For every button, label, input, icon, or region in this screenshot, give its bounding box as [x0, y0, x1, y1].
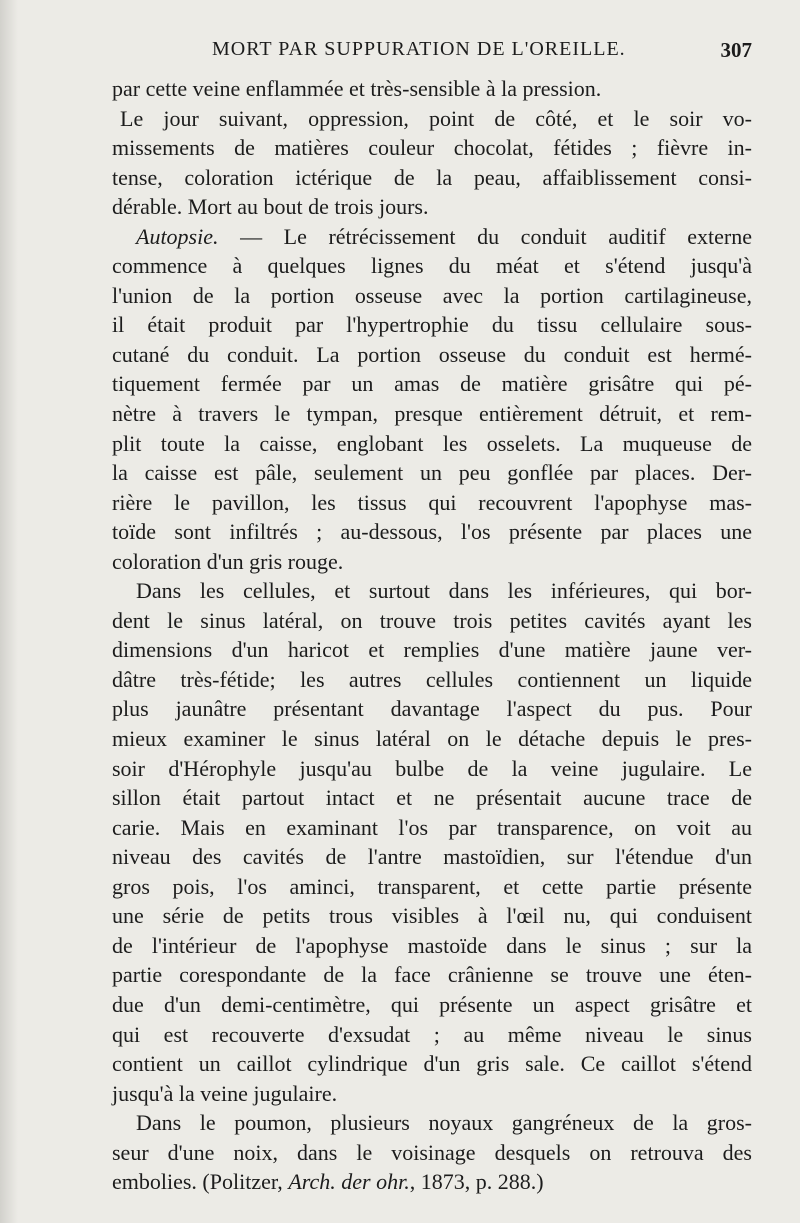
- text-line: carie. Mais en examinant l'os par transparence, on voit au: [112, 814, 752, 840]
- text-line: niveau des cavités de l'antre mastoïdien, sur l'étendue d'un: [112, 844, 752, 870]
- text-line: par cette veine enflammée et très-sensible à la pression.: [112, 76, 602, 101]
- body-text: [112, 74, 752, 1197]
- text-line: seur d'une noix, dans le voisinage desquels on retrouva des: [112, 1139, 752, 1165]
- text-line: Dans le poumon, plusieurs noyaux gangréneux de la gros-: [136, 1110, 752, 1136]
- running-head: [112, 38, 752, 68]
- text-line: contient un caillot cylindrique d'un gris sale. Ce caillot s'étend: [112, 1051, 752, 1077]
- text-line: dâtre très-fétide; les autres cellules contiennent un liquide: [112, 666, 752, 692]
- text-line: tense, coloration ictérique de la peau, affaiblissement consi-: [112, 164, 752, 190]
- text-line: missements de matières couleur chocolat, fétides ; fièvre in-: [112, 135, 752, 161]
- text-line: dérable. Mort au bout de trois jours.: [112, 194, 429, 220]
- text-line: il était produit par l'hypertrophie du tissu cellulaire sous-: [112, 312, 752, 338]
- text-line: cutané du conduit. La portion osseuse du conduit est hermé-: [112, 341, 752, 367]
- text-line: sillon était partout intact et ne présentait aucune trace de: [112, 785, 752, 811]
- page-number: 307: [720, 38, 752, 62]
- text-line: Le jour suivant, oppression, point de côté, et le soir vo-: [120, 105, 752, 131]
- text-line: la caisse est pâle, seulement un peu gonflée par places. Der-: [112, 460, 752, 486]
- text-line: gros pois, l'os aminci, transparent, et cette partie présente: [112, 873, 752, 899]
- text-line: Autopsie. — Le rétrécissement du conduit auditif externe: [136, 223, 752, 249]
- text-line: due d'un demi-centimètre, qui présente un aspect grisâtre et: [112, 991, 752, 1017]
- text-line: tiquement fermée par un amas de matière grisâtre qui pé-: [112, 371, 752, 397]
- text-line: jusqu'à la veine jugulaire.: [112, 1080, 338, 1106]
- text-line: une série de petits trous visibles à l'œil nu, qui conduisent: [112, 903, 752, 929]
- text-line: plit toute la caisse, englobant les osselets. La muqueuse de: [112, 430, 752, 456]
- text-line: mieux examiner le sinus latéral on le détache depuis le pres-: [112, 726, 752, 752]
- text-line: coloration d'un gris rouge.: [112, 548, 344, 574]
- text-line: nètre à travers le tympan, presque entièrement détruit, et rem-: [112, 401, 752, 427]
- text-line: qui est recouverte d'exsudat ; au même niveau le sinus: [112, 1021, 752, 1047]
- text-line: embolies. (Politzer, Arch. der ohr., 1873, p. 288.): [112, 1169, 544, 1195]
- text-line: dent le sinus latéral, on trouve trois petites cavités ayant les: [112, 607, 752, 633]
- text-line: dimensions d'un haricot et remplies d'une matière jaune ver-: [112, 637, 752, 663]
- text-line: Dans les cellules, et surtout dans les inférieures, qui bor-: [136, 578, 752, 604]
- text-line: de l'intérieur de l'apophyse mastoïde dans le sinus ; sur la: [112, 932, 752, 958]
- text-line: commence à quelques lignes du méat et s'étend jusqu'à: [112, 253, 752, 279]
- text-line: plus jaunâtre présentant davantage l'aspect du pus. Pour: [112, 696, 752, 722]
- text-line: toïde sont infiltrés ; au-dessous, l'os présente par places une: [112, 519, 752, 545]
- text-line: partie corespondante de la face crânienne se trouve une éten-: [112, 962, 752, 988]
- text-line: rière le pavillon, les tissus qui recouvrent l'apophyse mas-: [112, 489, 752, 515]
- running-title: MORT PAR SUPPURATION DE L'OREILLE.: [212, 38, 626, 60]
- text-line: soir d'Hérophyle jusqu'au bulbe de la veine jugulaire. Le: [112, 755, 752, 781]
- text-line: l'union de la portion osseuse avec la portion cartilagineuse,: [112, 282, 752, 308]
